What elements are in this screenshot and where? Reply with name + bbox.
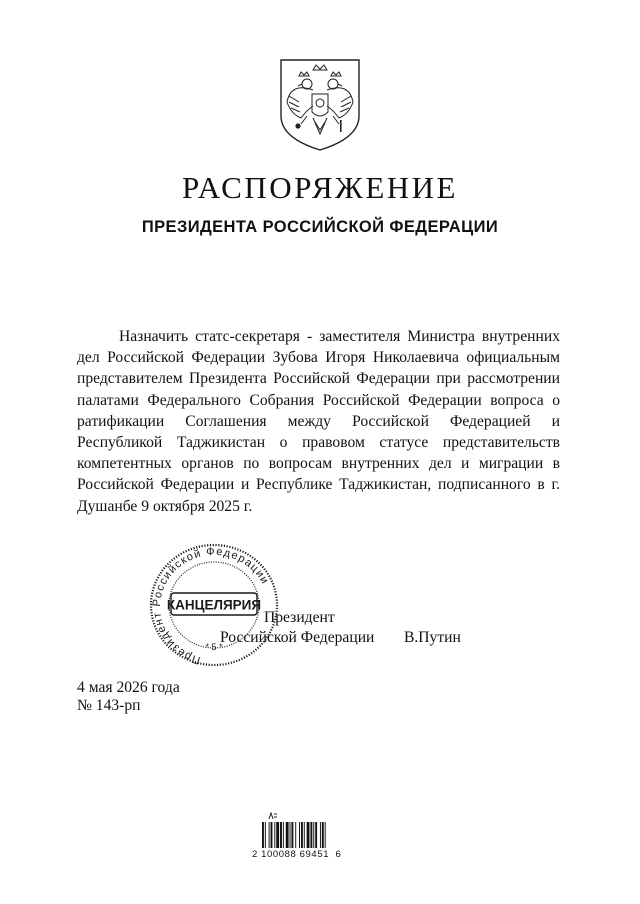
order-paragraph: Назначить статс-секретаря - заместителя Министра внутренних дел Российской Федерации Зубова Игоря Николаевича официальным представителем Президента Российской Федерации при рассмотрении палатами Федерального Собрания Российской Федерации вопроса о ратификации Соглашения между Российской Федерацией и Республикой Таджикистан о правовом статусе представительств компетентных органов по вопросам внутренних дел и миграции в Российской Федерации и Республике Таджикистан, подписанного в г. Душанбе 9 октября 2025 г. — [77, 328, 560, 515]
barcode-bar — [269, 822, 270, 848]
barcode-bar — [320, 822, 321, 848]
barcode-bar — [274, 822, 275, 848]
barcode-bar — [310, 822, 312, 848]
document-subtitle: ПРЕЗИДЕНТА РОССИЙСКОЙ ФЕДЕРАЦИИ — [141, 218, 499, 236]
barcode-bar — [290, 822, 291, 848]
barcode-digits: 2 100088 69451 6 — [252, 849, 342, 860]
barcode-bar — [265, 822, 266, 848]
barcode — [262, 822, 368, 848]
barcode-marker-icon — [268, 812, 278, 820]
stamp-ring-text: Президент Российской Федерации — [150, 545, 272, 667]
official-stamp — [149, 543, 279, 667]
barcode-bar — [271, 822, 273, 848]
barcode-bar — [301, 822, 303, 848]
barcode-bar — [286, 822, 289, 848]
barcode-bar — [280, 822, 282, 848]
signatory-name: В.Путин — [404, 629, 461, 646]
barcode-bar — [313, 822, 314, 848]
document-number: № 143-рп — [77, 697, 141, 714]
document-date: 4 мая 2026 года — [77, 679, 180, 696]
barcode-bar — [304, 822, 305, 848]
barcode-bar — [322, 822, 324, 848]
barcode-bar — [276, 822, 279, 848]
barcode-bar — [291, 822, 293, 848]
barcode-bar — [307, 822, 310, 848]
signatory-title-line2: Российской Федерации — [220, 629, 375, 646]
barcode-bar — [315, 822, 317, 848]
stamp-center-text: КАНЦЕЛЯРИЯ — [166, 597, 262, 613]
signatory-title: Президент — [264, 609, 335, 626]
document-title: РАСПОРЯЖЕНИЕ — [182, 170, 458, 205]
barcode-bar — [283, 822, 284, 848]
barcode-bar — [325, 822, 326, 848]
barcode-bar — [295, 822, 296, 848]
barcode-bar — [262, 822, 264, 848]
barcode-bar — [299, 822, 300, 848]
state-emblem-icon — [277, 56, 363, 152]
stamp-number: * 5 * — [205, 642, 223, 652]
